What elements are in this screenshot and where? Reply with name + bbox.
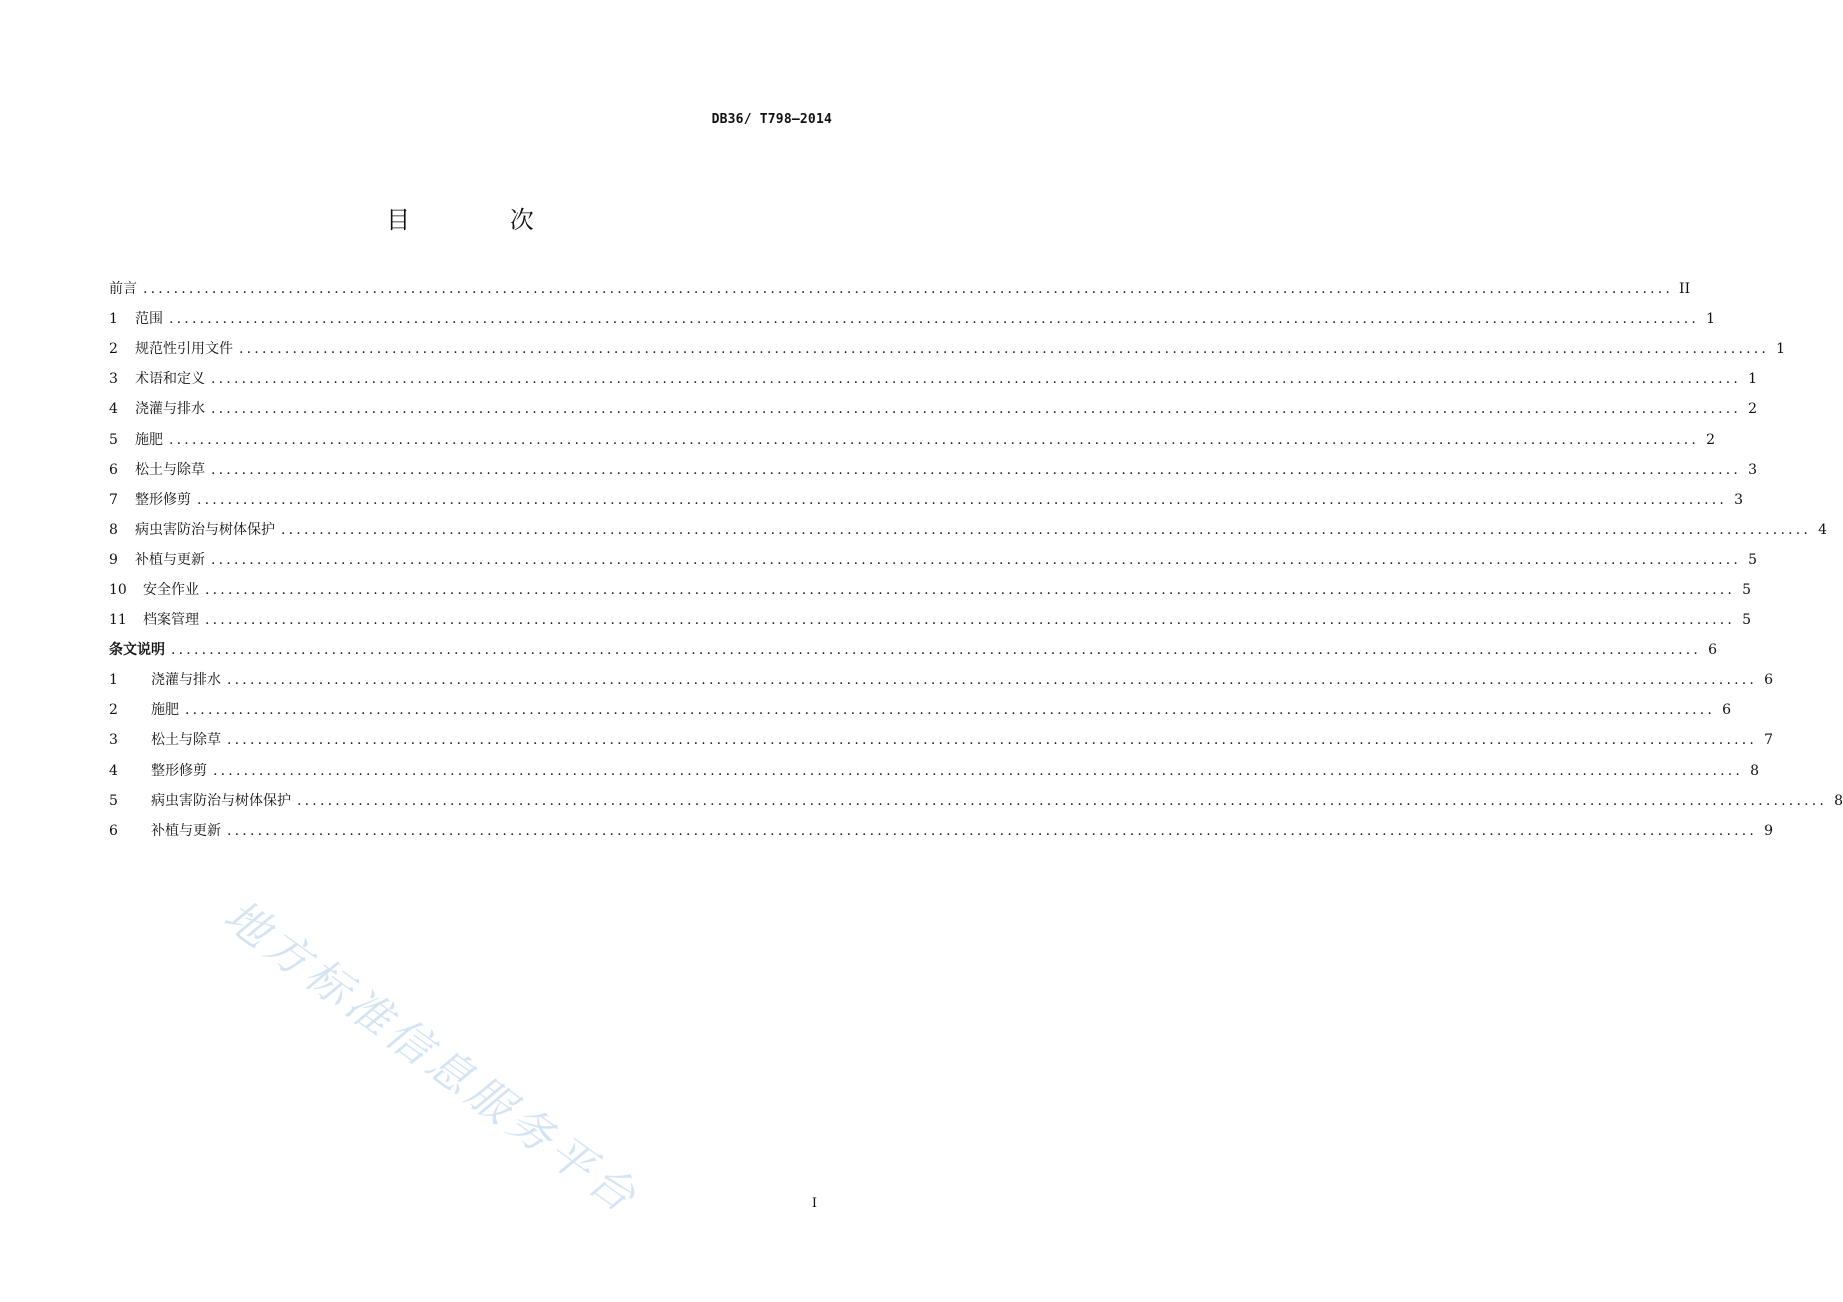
toc-entry[interactable] xyxy=(109,575,1752,605)
toc-entry-number: 1 xyxy=(109,672,118,689)
toc-dot-leader: ........................................................................................................................................................................................................ xyxy=(205,581,1736,598)
toc-entry-label: 条文说明 xyxy=(109,642,165,659)
toc-entry-label: 施肥 xyxy=(135,431,163,448)
toc-entry[interactable] xyxy=(109,605,1752,635)
toc-dot-leader: ........................................................................................................................................................................................................ xyxy=(211,401,1742,418)
toc-entry-page: 9 xyxy=(1764,822,1774,839)
toc-entry-label: 施肥 xyxy=(151,702,179,719)
toc-entry[interactable] xyxy=(109,635,1718,665)
toc-entry-label: 整形修剪 xyxy=(135,491,191,508)
toc-entry-label: 松土与除草 xyxy=(151,732,221,749)
toc-entry-label: 档案管理 xyxy=(143,612,199,629)
toc-entry-number: 1 xyxy=(109,311,118,328)
toc-entry[interactable] xyxy=(109,485,1744,515)
toc-entry-page: 3 xyxy=(1734,491,1744,508)
toc-entry-number: 8 xyxy=(109,521,118,538)
toc-entry-label: 补植与更新 xyxy=(151,822,221,839)
toc-entry-label: 松土与除草 xyxy=(135,461,205,478)
toc-entry-number: 4 xyxy=(109,401,118,418)
toc-entry[interactable] xyxy=(109,756,1760,786)
toc-entry-number: 11 xyxy=(109,612,127,629)
toc-dot-leader: ........................................................................................................................................................................................................ xyxy=(211,461,1742,478)
toc-entry-label: 整形修剪 xyxy=(151,762,207,779)
toc-entry[interactable] xyxy=(109,545,1758,575)
toc-entry-page: 6 xyxy=(1764,672,1774,689)
toc-entry-label: 安全作业 xyxy=(143,581,199,598)
toc-entry-page: 5 xyxy=(1742,581,1752,598)
toc-entry[interactable] xyxy=(109,334,1786,364)
page-title: 目 次 xyxy=(386,206,580,234)
toc-dot-leader: ........................................................................................................................................................................................................ xyxy=(227,822,1758,839)
toc-entry-page: II xyxy=(1679,281,1691,298)
toc-entry-page: 4 xyxy=(1818,521,1828,538)
toc-entry[interactable] xyxy=(109,725,1774,755)
toc-entry-number: 9 xyxy=(109,551,118,568)
toc-entry-label: 范围 xyxy=(135,311,163,328)
toc-entry[interactable] xyxy=(109,364,1758,394)
toc-entry[interactable] xyxy=(109,665,1774,695)
toc-entry-page: 1 xyxy=(1776,341,1786,358)
toc-entry-number: 4 xyxy=(109,762,118,779)
toc-entry-number: 5 xyxy=(109,431,118,448)
toc-entry[interactable] xyxy=(109,695,1732,725)
toc-entry[interactable] xyxy=(109,515,1828,545)
toc-dot-leader: ........................................................................................................................................................................................................ xyxy=(143,281,1674,298)
watermark: 地方标准信息服务平台 xyxy=(214,890,649,1226)
toc-dot-leader: ........................................................................................................................................................................................................ xyxy=(213,762,1744,779)
toc-dot-leader: ........................................................................................................................................................................................................ xyxy=(281,521,1812,538)
standard-code: DB36/ T798—2014 xyxy=(711,112,832,127)
toc-dot-leader: ........................................................................................................................................................................................................ xyxy=(169,311,1700,328)
toc-entry-page: 6 xyxy=(1708,642,1718,659)
toc-entry-label: 病虫害防治与树体保护 xyxy=(135,521,275,538)
toc-entry[interactable] xyxy=(109,424,1716,454)
toc-entry-page: 6 xyxy=(1722,702,1732,719)
toc-dot-leader: ........................................................................................................................................................................................................ xyxy=(211,551,1742,568)
toc-entry-number: 2 xyxy=(109,341,118,358)
toc-entry-page: 8 xyxy=(1750,762,1760,779)
toc-entry-page: 3 xyxy=(1748,461,1758,478)
toc-dot-leader: ........................................................................................................................................................................................................ xyxy=(197,491,1728,508)
toc-dot-leader: ........................................................................................................................................................................................................ xyxy=(205,612,1736,629)
toc-entry-number: 7 xyxy=(109,491,118,508)
toc-entry-page: 5 xyxy=(1742,612,1752,629)
toc-entry-label: 规范性引用文件 xyxy=(135,341,233,358)
toc-entry-number: 6 xyxy=(109,822,118,839)
table-of-contents xyxy=(109,274,1843,846)
toc-entry-page: 2 xyxy=(1748,401,1758,418)
toc-entry-number: 6 xyxy=(109,461,118,478)
toc-entry[interactable] xyxy=(109,274,1691,304)
toc-entry-label: 浇灌与排水 xyxy=(135,401,205,418)
toc-dot-leader: ........................................................................................................................................................................................................ xyxy=(239,341,1770,358)
toc-entry[interactable] xyxy=(109,394,1758,424)
toc-entry-page: 7 xyxy=(1764,732,1774,749)
toc-entry-number: 3 xyxy=(109,371,118,388)
toc-entry-number: 5 xyxy=(109,792,118,809)
toc-entry-label: 浇灌与排水 xyxy=(151,672,221,689)
toc-entry-page: 1 xyxy=(1748,371,1758,388)
toc-dot-leader: ........................................................................................................................................................................................................ xyxy=(227,672,1758,689)
toc-entry-label: 前言 xyxy=(109,281,137,298)
toc-entry-number: 10 xyxy=(109,581,127,598)
toc-entry-page: 2 xyxy=(1706,431,1716,448)
toc-dot-leader: ........................................................................................................................................................................................................ xyxy=(185,702,1716,719)
toc-dot-leader: ........................................................................................................................................................................................................ xyxy=(171,642,1702,659)
toc-entry-label: 术语和定义 xyxy=(135,371,205,388)
toc-entry[interactable] xyxy=(109,455,1758,485)
page-number: I xyxy=(811,1196,817,1211)
toc-entry[interactable] xyxy=(109,786,1843,816)
toc-entry-label: 病虫害防治与树体保护 xyxy=(151,792,291,809)
toc-dot-leader: ........................................................................................................................................................................................................ xyxy=(169,431,1700,448)
toc-entry-page: 5 xyxy=(1748,551,1758,568)
toc-entry-label: 补植与更新 xyxy=(135,551,205,568)
toc-entry[interactable] xyxy=(109,816,1774,846)
toc-dot-leader: ........................................................................................................................................................................................................ xyxy=(297,792,1828,809)
toc-entry[interactable] xyxy=(109,304,1716,334)
toc-entry-number: 2 xyxy=(109,702,118,719)
toc-entry-number: 3 xyxy=(109,732,118,749)
toc-entry-page: 1 xyxy=(1706,311,1716,328)
toc-entry-page: 8 xyxy=(1834,792,1843,809)
toc-dot-leader: ........................................................................................................................................................................................................ xyxy=(227,732,1758,749)
toc-dot-leader: ........................................................................................................................................................................................................ xyxy=(211,371,1742,388)
